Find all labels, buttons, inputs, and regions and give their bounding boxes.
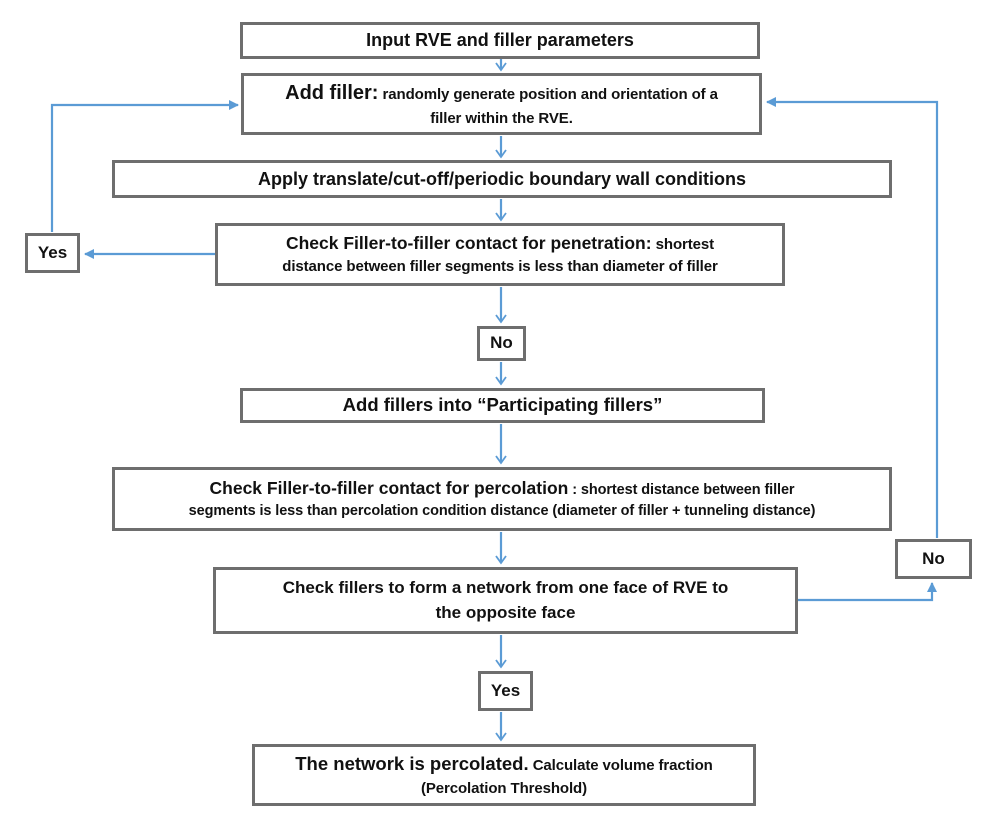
flow-node-check-network [213,567,798,634]
flow-node-yes-center [478,671,533,711]
flow-node-no-center [477,326,526,361]
flow-node-check-percolation [112,467,892,531]
node-detail-line2: distance between filler segments is less than diameter of filler [282,258,718,276]
node-text: Input RVE and filler parameters [366,30,634,51]
flow-node-input-parameters [240,22,760,59]
flow-node-apply-boundary-conditions [112,160,892,198]
node-detail-text: randomly generate position and orientation of a [378,85,718,103]
flow-node-add-participating-fillers [240,388,765,423]
node-text: Add fillers into “Participating fillers” [342,394,663,416]
node-text-line2: the opposite face [435,602,576,622]
node-detail-line2: segments is less than percolation condition distance (diameter of filler + tunneling distance) [188,503,816,520]
flow-node-add-filler [241,73,762,135]
flow-node-network-percolated [252,744,756,806]
arrow-network-to-noright [797,583,932,600]
node-text: No [922,548,945,568]
node-text: No [490,333,513,353]
node-detail-text: Calculate volume fraction [528,756,713,774]
node-text: Yes [490,680,521,700]
node-detail-text: : shortest distance between filler [568,481,795,498]
node-lead-text: The network is percolated. [295,752,529,774]
flow-node-yes-left [25,233,80,273]
flow-node-check-penetration [215,223,785,286]
node-text-line1: Check fillers to form a network from one face of RVE to [282,577,729,597]
node-text: Apply translate/cut-off/periodic boundary wall conditions [257,168,747,189]
node-detail-line2: (Percolation Threshold) [420,779,588,797]
node-lead-text: Check Filler-to-filler contact for percolation [209,477,569,498]
node-text: Yes [37,242,68,262]
node-detail-line2: filler within the RVE. [430,109,573,127]
node-lead-text: Add filler: [285,81,379,104]
node-detail-text: shortest [651,235,715,253]
node-lead-text: Check Filler-to-filler contact for penetration: [285,232,652,253]
flow-node-no-right [895,539,972,579]
